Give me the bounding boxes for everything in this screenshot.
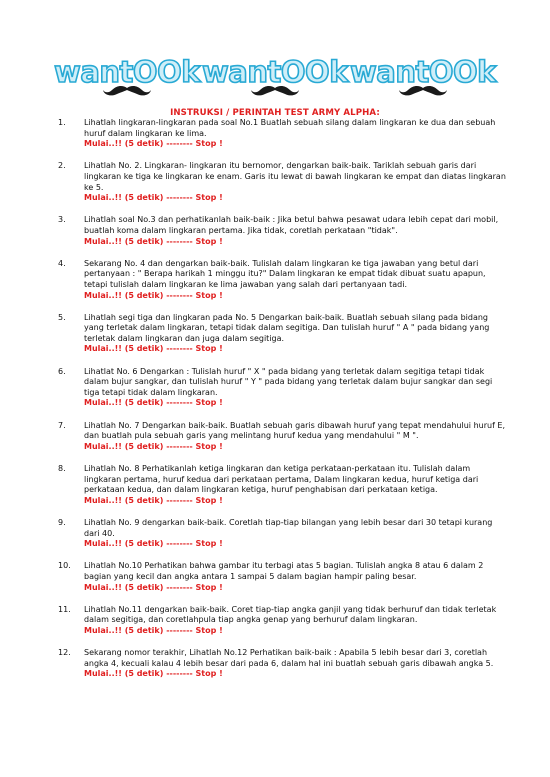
instruction-text: Lihatlah No. 7 Dengarkan baik-baik. Buatlah sebuah garis dibawah huruf yang tepat mendahului huruf E, dan buatlah pula sebuah garis yang melintang huruf kedua yang mendahului " M ". [84, 420, 506, 441]
banner-logo [54, 56, 200, 97]
mustache-icon [103, 85, 151, 97]
banner-logo [202, 56, 348, 97]
wantook-banner [0, 56, 550, 106]
instruction-text: Lihatlah No.10 Perhatikan bahwa gambar itu terbagi atas 5 bagian. Tulislah angka 8 atau 6 dalam 2 bagian yang kecil dan angka antara 1 sampai 5 dalam bagian hampir paling besar. [84, 561, 484, 581]
mulai-stop-line: Mulai..!! (5 detik) -------- Stop ! [84, 539, 223, 549]
mulai-stop-line: Mulai..!! (5 detik) -------- Stop ! [84, 398, 223, 408]
banner-logo-text: wantOOk [202, 55, 348, 89]
instruction-item [58, 161, 506, 203]
mulai-stop-line: Mulai..!! (5 detik) -------- Stop ! [84, 441, 223, 451]
instruction-text: Lihatlah No. 8 Perhatikanlah ketiga lingkaran dan ketiga perkataan-perkataan itu. Tulislah dalam lingkaran pertama, huruf kedua dari perkataan pertama, Dalam lingkaran kedua, huruf ketiga dari perkataan kedua, dan dalam lingkaran ketiga, huruf penghabisan dari perkataan ketiga. [84, 464, 479, 495]
instruction-number: 6. [58, 366, 66, 376]
instruction-number: 9. [58, 517, 66, 527]
instruction-number: 3. [58, 215, 66, 225]
instruction-item [58, 313, 506, 355]
banner-logo [350, 56, 496, 97]
instruction-number: 8. [58, 464, 66, 473]
instruction-number: 1. [58, 118, 66, 127]
instruction-number: 4. [58, 258, 66, 268]
mulai-stop-line: Mulai..!! (5 detik) -------- Stop ! [84, 582, 223, 592]
instruction-text: Lihatlah segi tiga dan lingkaran pada No. 5 Dengarkan baik-baik. Buatlah sebuah silang pada bidang yang terletak dalam lingkaran, tetapi tidak dalam segitiga. Dan tulislah huruf " A " pada bidang yang terletak dalam lingkaran dan juga dalam segitiga. [84, 312, 490, 343]
mulai-stop-line: Mulai..!! (5 detik) -------- Stop ! [84, 193, 223, 203]
instruction-list [58, 118, 506, 691]
instruction-item [58, 421, 506, 453]
instruction-number: 12. [58, 648, 71, 658]
instruction-item [58, 648, 506, 680]
instruction-text: Lihatlah No.11 dengarkan baik-baik. Coret tiap-tiap angka ganjil yang tidak berhuruf dan tidak terletak dalam segitiga, dan coretlahpula tiap angka genap yang berhuruf dalam lingkaran. [84, 604, 497, 625]
instruction-text: Lihatlah No. 2. Lingkaran- lingkaran itu bernomor, dengarkan baik-baik. Tariklah sebuah garis dari lingkaran ke tiga ke lingkaran ke enam. Garis itu lewat di bawah lingkaran ke empat dan diatas lingkaran ke 5. [84, 161, 506, 192]
instruction-item [58, 118, 506, 150]
mustache-icon [251, 85, 299, 97]
banner-logo-text: wantOOk [54, 55, 201, 89]
banner-logo-text: wantOOk [349, 55, 496, 89]
mustache-icon [399, 85, 447, 97]
mulai-stop-line: Mulai..!! (5 detik) -------- Stop ! [84, 290, 223, 300]
mulai-stop-line: Mulai..!! (5 detik) -------- Stop ! [84, 344, 223, 354]
instruction-text: Sekarang nomor terakhir, Lihatlah No.12 Perhatikan baik-baik : Apabila 5 lebih besar dari 3, coretlah angka 4, kecuali kalau 4 lebih besar dari pada 6, dalam hal ini buatlah sebuah garis dibawah angka 5. [84, 648, 494, 668]
instruction-text: Lihatlat No. 6 Dengarkan : Tulislah huruf " X " pada bidang yang terletak dalam segitiga tetapi tidak dalam bujur sangkar, dan tulislah huruf " Y " pada bidang yang terletak dalam bujur sangkar dan segi tiga tetapi tidak dalam lingkaran. [84, 366, 493, 397]
instruction-item [58, 518, 506, 550]
instruction-number: 2. [58, 161, 66, 171]
instruction-number: 11. [58, 604, 71, 614]
instruction-text: Lihatlah lingkaran-lingkaran pada soal No.1 Buatlah sebuah silang dalam lingkaran ke dua dan sebuah huruf dalam lingkaran ke lima. [84, 118, 496, 138]
instruction-item [58, 464, 506, 506]
instruction-number: 10. [58, 561, 71, 571]
instruction-item [58, 605, 506, 637]
instruction-text: Lihatlah soal No.3 dan perhatikanlah baik-baik : Jika betul bahwa pesawat udara lebih cepat dari mobil, buatlah koma dalam lingkaran pertama. Jika tidak, coretlah perkataan "tidak". [84, 215, 499, 235]
instruction-number: 7. [58, 420, 66, 430]
instruction-item [58, 259, 506, 301]
mulai-stop-line: Mulai..!! (5 detik) -------- Stop ! [84, 236, 223, 246]
instruction-text: Sekarang No. 4 dan dengarkan baik-baik. Tulislah dalam lingkaran ke tiga jawaban yang betul dari pertanyaan : " Berapa harikah 1 minggu itu?" Dalam lingkaran ke empat tidak dibuat suatu apapun, tetapi tulislah dalam lingkaran ke lima jawaban yang salah dari pertanyaan tadi. [84, 258, 486, 289]
document-title: INSTRUKSI / PERINTAH TEST ARMY ALPHA: [170, 108, 380, 118]
instruction-item [58, 215, 506, 247]
instruction-text: Lihatlah No. 9 dengarkan baik-baik. Coretlah tiap-tiap bilangan yang lebih besar dari 30 tetapi kurang dari 40. [84, 517, 493, 538]
instruction-item [58, 367, 506, 409]
instruction-item [58, 561, 506, 593]
mulai-stop-line: Mulai..!! (5 detik) -------- Stop ! [84, 625, 223, 635]
mulai-stop-line: Mulai..!! (5 detik) -------- Stop ! [84, 139, 223, 149]
instruction-number: 5. [58, 312, 66, 322]
mulai-stop-line: Mulai..!! (5 detik) -------- Stop ! [84, 495, 223, 505]
mulai-stop-line: Mulai..!! (5 detik) -------- Stop ! [84, 669, 223, 679]
